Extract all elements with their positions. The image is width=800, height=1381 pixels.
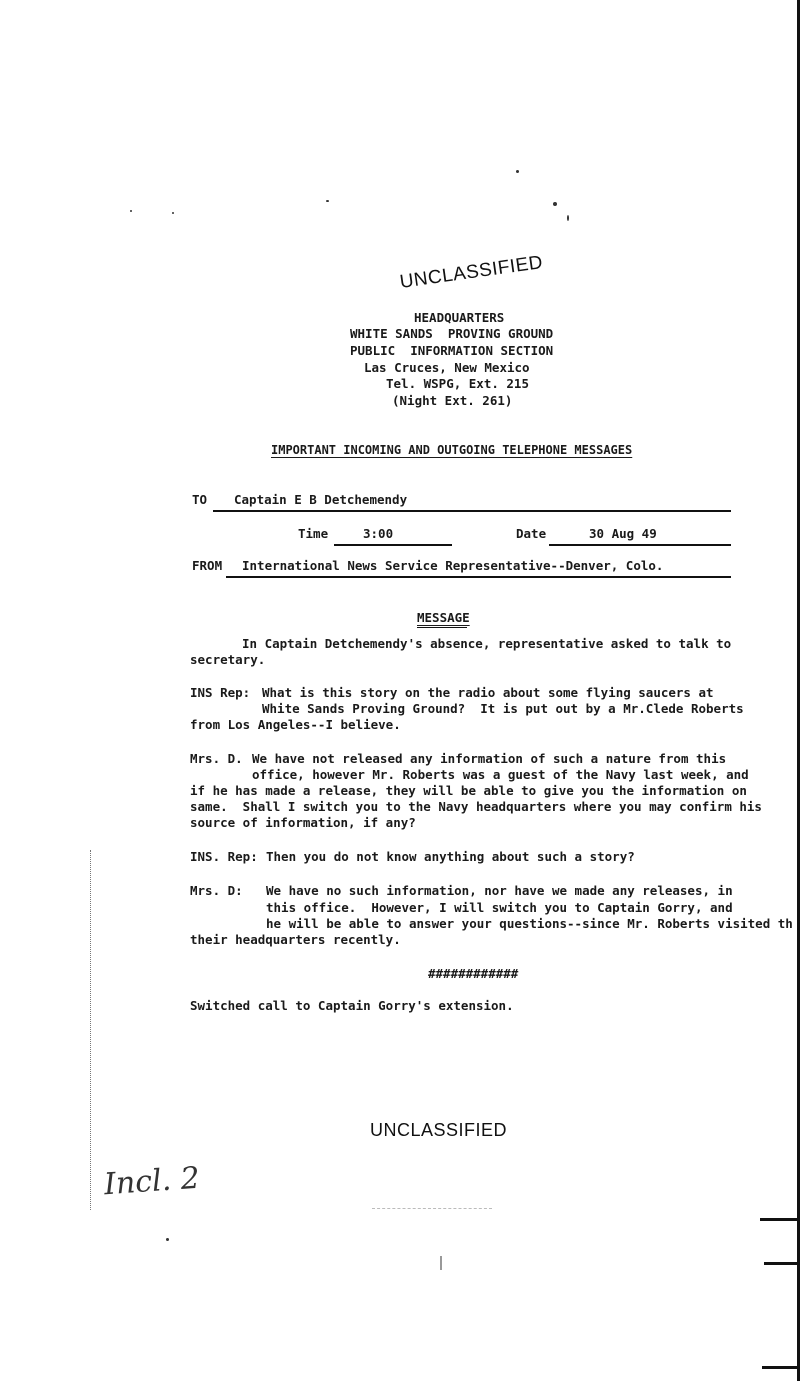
message-line: if he has made a release, they will be able to give you the information on [190, 783, 747, 798]
message-line: this office. However, I will switch you to Captain Gorry, and [266, 900, 733, 915]
message-line: In Captain Detchemendy's absence, representative asked to talk to [242, 636, 732, 651]
time-value: 3:00 [363, 526, 394, 541]
message-line: Then you do not know anything about such a story? [266, 849, 635, 864]
letterhead-line: Tel. WSPG, Ext. 215 [386, 376, 529, 391]
scan-speck [326, 200, 329, 202]
date-label: Date [516, 526, 547, 541]
binder-tab [760, 1218, 800, 1221]
to-value: Captain E B Detchemendy [234, 492, 408, 507]
binder-tab [762, 1366, 800, 1369]
message-heading-double-rule [417, 627, 467, 628]
date-rule [549, 544, 731, 546]
form-title: IMPORTANT INCOMING AND OUTGOING TELEPHONE MESSAGES [271, 443, 633, 457]
letterhead-line: (Night Ext. 261) [392, 393, 513, 408]
from-value: International News Service Representative--Denver, Colo. [242, 558, 664, 573]
from-label: FROM [192, 558, 223, 573]
message-line: source of information, if any? [190, 815, 416, 830]
unclassified-stamp-bottom: UNCLASSIFIED [370, 1120, 508, 1140]
letterhead-line: PUBLIC INFORMATION SECTION [350, 343, 554, 358]
speaker-label: Mrs. D. [190, 751, 243, 766]
to-label: TO [192, 492, 208, 507]
message-line: White Sands Proving Ground? It is put out by a Mr.Clede Roberts [262, 701, 744, 716]
scan-speck [166, 1238, 169, 1241]
message-line: What is this story on the radio about some flying saucers at [262, 685, 714, 700]
message-heading: MESSAGE [417, 610, 470, 625]
speaker-label: Mrs. D: [190, 883, 243, 898]
unclassified-stamp-top: UNCLASSIFIED [398, 252, 545, 293]
scan-speck [553, 202, 557, 206]
handwritten-inclosure-note: Incl. 2 [102, 1160, 201, 1203]
faint-scan-marks [372, 1208, 492, 1209]
to-rule [213, 510, 731, 512]
message-line: their headquarters recently. [190, 932, 401, 947]
letterhead-line: Las Cruces, New Mexico [364, 360, 530, 375]
message-line: same. Shall I switch you to the Navy headquarters where you may confirm his [190, 799, 762, 814]
scan-speck [516, 170, 519, 173]
scan-speck [130, 210, 132, 212]
time-rule [334, 544, 452, 546]
message-line: from Los Angeles--I believe. [190, 717, 401, 732]
scan-edge [90, 850, 91, 1210]
from-rule [226, 576, 731, 578]
letterhead-line: HEADQUARTERS [414, 310, 505, 325]
end-marker: ############ [428, 966, 519, 981]
message-line: he will be able to answer your questions--since Mr. Roberts visited th [266, 916, 793, 931]
message-line: secretary. [190, 652, 266, 667]
message-line: We have no such information, nor have we made any releases, in [266, 883, 733, 898]
time-label: Time [298, 526, 329, 541]
closing-note: Switched call to Captain Gorry's extension. [190, 998, 514, 1013]
scan-speck [172, 212, 174, 214]
message-line: We have not released any information of such a nature from this [252, 751, 727, 766]
scan-speck [567, 215, 569, 221]
message-line: office, however Mr. Roberts was a guest of the Navy last week, and [252, 767, 749, 782]
speaker-label: INS. Rep: [190, 849, 258, 864]
binder-tab [764, 1262, 800, 1265]
speaker-label: INS Rep: [190, 685, 251, 700]
letterhead-line: WHITE SANDS PROVING GROUND [350, 326, 554, 341]
scan-speck [440, 1256, 442, 1270]
date-value: 30 Aug 49 [589, 526, 657, 541]
